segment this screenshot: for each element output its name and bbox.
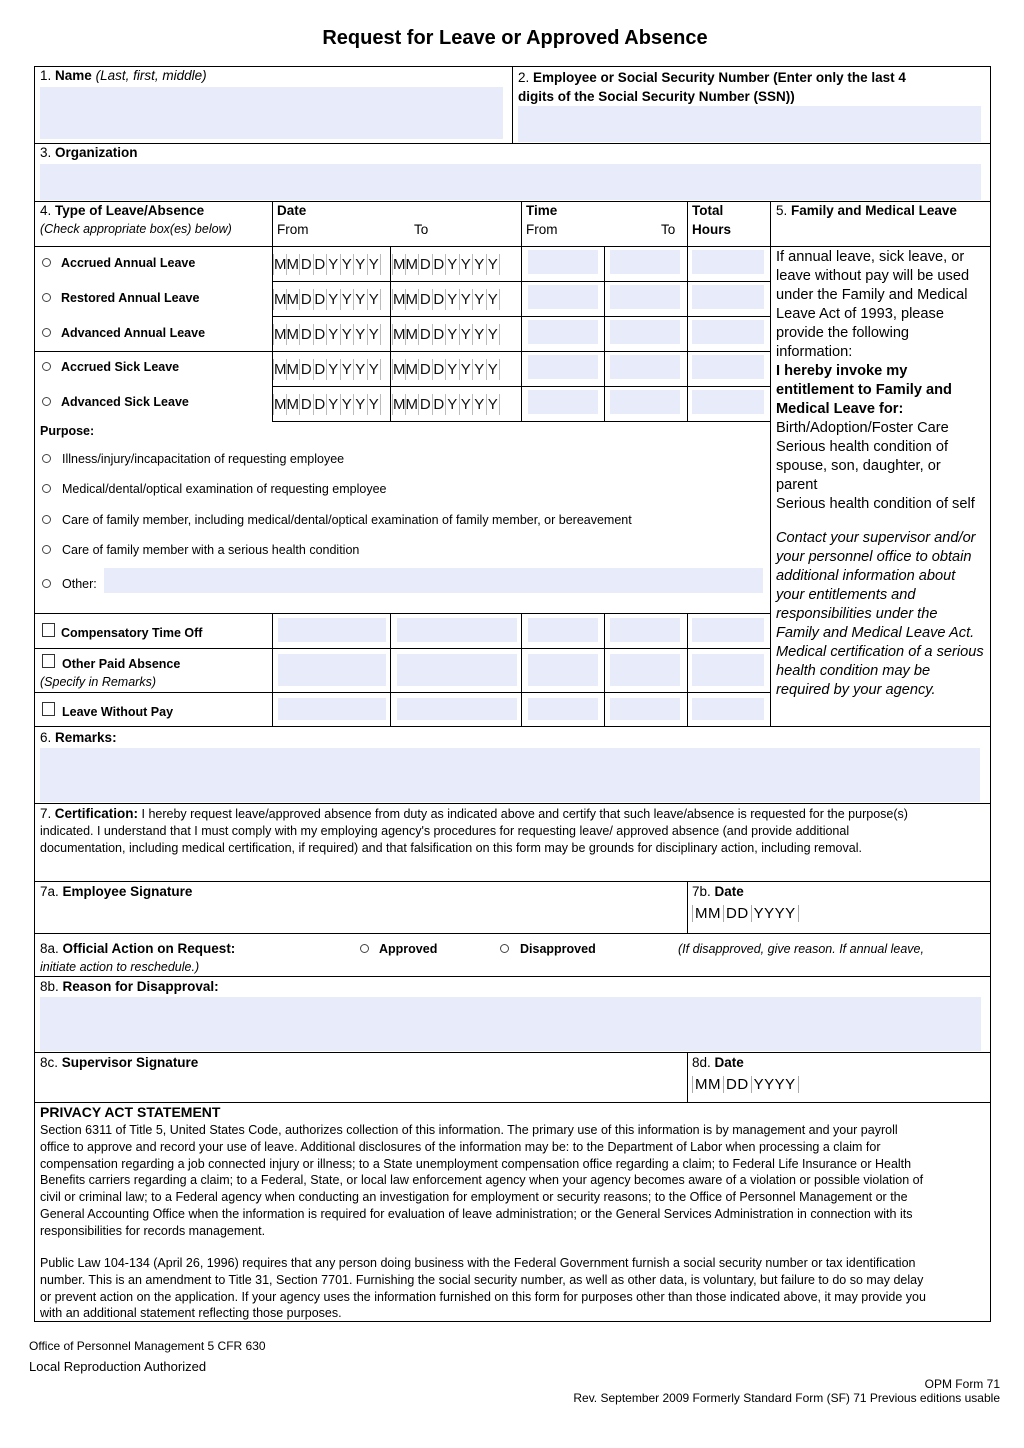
date-comb-cell: D (300, 326, 312, 343)
leave-type-radio[interactable] (42, 293, 51, 302)
date-comb-cell: Y (487, 359, 501, 380)
purpose-radio[interactable] (42, 515, 51, 524)
ssn-label: 2. Employee or Social Security Number (Enter only the last 4 digits of the Social Security Number (SSN)) (518, 70, 906, 104)
date-comb-cell: Y (368, 254, 382, 275)
date-to-input[interactable] (397, 698, 517, 720)
date-from-input[interactable] (273, 394, 381, 415)
date-comb-cell: D (300, 361, 312, 378)
date-comb-cell: M (274, 326, 287, 343)
name-label: 1. Name (Last, first, middle) (40, 68, 207, 83)
privacy-paragraph-1 (40, 1122, 990, 1240)
total-hours-input[interactable] (692, 618, 764, 642)
privacy-line: number. This is an amendment to Title 31, Section 7701. Furnishing the social security number, as well as other data, is voluntary, but failure to do so may delay (40, 1272, 924, 1287)
privacy-line: Benefits carriers regarding a claim; to a Federal, State, or local law enforcement agency when your agency becomes aware of a violation or possible violation of (40, 1173, 924, 1188)
date-comb-cell: Y (473, 394, 487, 415)
date-comb-cell: D (419, 326, 431, 343)
leave-type-label: 4. Type of Leave/Absence (40, 203, 205, 218)
date-from-input[interactable] (278, 698, 386, 720)
fmla-intro-line: If annual leave, sick leave, or (776, 249, 965, 265)
time-to-input[interactable] (610, 390, 680, 414)
time-from-input[interactable] (528, 250, 598, 274)
fmla-contact-line: responsibilities under the (776, 606, 938, 622)
time-to-input[interactable] (610, 654, 680, 686)
date-from-input[interactable] (273, 289, 381, 310)
approved-radio[interactable] (360, 944, 369, 953)
date-comb-cell: Y (341, 324, 355, 345)
purpose-option: Care of family member, including medical/dental/optical examination of family member, or bereavement (62, 513, 632, 527)
date-comb-cell: Y (354, 324, 368, 345)
date-comb-cell: D (433, 396, 445, 413)
time-to-input[interactable] (610, 285, 680, 309)
leave-type-label: Accrued Sick Leave (61, 360, 180, 374)
form-title: Request for Leave or Approved Absence (322, 27, 708, 49)
date-comb-cell: M (393, 361, 406, 378)
date-to-input[interactable] (392, 324, 500, 345)
fmla-invoke-line: I hereby invoke my (776, 363, 908, 379)
leave-type-label: Advanced Sick Leave (61, 395, 189, 409)
certification-text: 7. Certification: I hereby request leave/approved absence from duty as indicated above and certify that such leave/absence is requested for the purpose(s) indicated. I understand that I must comply with my employing agency's procedures for requesting leave/ approved absence (and provide additional documentation, including medical certification, if required) and that falsification on this form may be grounds for disciplinary action, including removal. (40, 806, 908, 855)
fmla-reason-line: parent (776, 477, 818, 493)
total-hours-input[interactable] (692, 355, 764, 379)
fmla-invoke-line: Medical Leave for: (776, 401, 904, 417)
date-comb-cell: Y (487, 324, 501, 345)
date-comb-cell: Y (446, 289, 460, 310)
employee-signature-label: 7a. Employee Signature (40, 884, 193, 899)
date-comb-cell: Y (460, 394, 474, 415)
total-hours-input[interactable] (692, 390, 764, 414)
date-comb-cell: M (405, 291, 418, 308)
time-from-input[interactable] (528, 698, 598, 720)
total-hours-input[interactable] (692, 250, 764, 274)
date-comb-cell: Y (341, 289, 355, 310)
fmla-contact-line: required by your agency. (776, 682, 936, 698)
supervisor-date-label: 8d. Date (692, 1055, 744, 1070)
time-from-header: From (526, 222, 558, 237)
disapproved-note: (If disapproved, give reason. If annual leave, (678, 942, 924, 956)
approved-label: Approved (379, 942, 438, 956)
leave-type-radio[interactable] (42, 397, 51, 406)
date-comb-cell: Y (446, 254, 460, 275)
remarks-input[interactable] (40, 748, 980, 802)
date-comb-cell: Y (327, 254, 341, 275)
date-comb-cell: M (286, 396, 299, 413)
disapproval-reason-input[interactable] (40, 997, 981, 1051)
privacy-line: responsibilities for records management. (40, 1223, 266, 1238)
date-comb-cell: D (300, 256, 312, 273)
date-comb-cell: M (274, 291, 287, 308)
fmla-intro-line: Leave Act of 1993, please (776, 306, 944, 322)
date-comb-cell: D (433, 256, 445, 273)
time-to-input[interactable] (610, 250, 680, 274)
date-header: Date (277, 203, 307, 218)
date-comb-cell: D (433, 291, 445, 308)
date-to-input[interactable] (397, 618, 517, 642)
date-comb-cell: D (419, 396, 431, 413)
disapproval-reason-label: 8b. Reason for Disapproval: (40, 979, 219, 994)
date-comb-cell: Y (460, 324, 474, 345)
fmla-reason-line: Serious health condition of (776, 439, 948, 455)
date-comb-cell: Y (327, 394, 341, 415)
leave-type-label: Advanced Annual Leave (61, 326, 206, 340)
date-comb-cell: Y (473, 324, 487, 345)
privacy-line: civil or criminal law; to a Federal agency when conducting an investigation for employment or security reasons; to the Office of Personnel Management or the (40, 1190, 908, 1205)
privacy-line: with an additional statement reflecting those purposes. (40, 1306, 342, 1321)
time-to-input[interactable] (610, 355, 680, 379)
date-comb-cell: D (419, 291, 431, 308)
fmla-contact-line: Medical certification of a serious (776, 644, 984, 660)
date-comb-cell: M (405, 361, 418, 378)
date-comb-cell: D (419, 361, 431, 378)
date-comb-cell: Y (446, 324, 460, 345)
time-from-input[interactable] (528, 320, 598, 344)
purpose-radio[interactable] (42, 545, 51, 554)
time-from-input[interactable] (528, 654, 598, 686)
hours-header: Hours (692, 222, 732, 237)
privacy-line: Public Law 104-134 (April 26, 1996) requires that any person doing business with the Federal Government furnish a social security number or tax identification (40, 1256, 916, 1270)
fmla-header: 5. Family and Medical Leave (776, 203, 957, 218)
purpose-radio[interactable] (42, 454, 51, 463)
date-comb-cell: D (314, 326, 326, 343)
date-comb-cell: M (274, 361, 287, 378)
time-from-input[interactable] (528, 618, 598, 642)
date-to-input[interactable] (392, 394, 500, 415)
date-to-header: To (414, 222, 429, 237)
fmla-panel (776, 248, 991, 700)
date-comb-cell: D (314, 361, 326, 378)
fmla-contact-line: Family and Medical Leave Act. (776, 625, 975, 641)
fmla-intro-line: leave without pay will be used (776, 268, 970, 284)
purpose-option: Other: (62, 577, 97, 591)
date-comb-cell: Y (354, 289, 368, 310)
comp-time-label: Compensatory Time Off (61, 626, 203, 640)
date-to-input[interactable] (392, 254, 500, 275)
date-comb-cell: Y (446, 359, 460, 380)
purpose-option: Medical/dental/optical examination of requesting employee (62, 482, 387, 496)
total-header: Total (692, 203, 724, 218)
footer-form-number: OPM Form 71 (924, 1377, 1000, 1391)
fmla-intro-line: under the Family and Medical (776, 287, 968, 303)
date-from-header: From (277, 222, 309, 237)
date-comb-cell: D (300, 291, 312, 308)
date-comb-cell: Y (327, 324, 341, 345)
privacy-title: PRIVACY ACT STATEMENT (40, 1104, 221, 1120)
fmla-contact-line: additional information about (776, 568, 956, 584)
date-comb-cell: M (274, 256, 287, 273)
organization-input[interactable] (40, 164, 981, 200)
date-comb-cell: M (393, 291, 406, 308)
disapproved-radio[interactable] (500, 944, 509, 953)
date-comb-cell: Y (446, 394, 460, 415)
date-comb-cell: Y (487, 289, 501, 310)
leave-type-radio[interactable] (42, 328, 51, 337)
date-comb-cell: D (314, 256, 326, 273)
date-from-input[interactable] (278, 654, 386, 686)
date-from-input[interactable] (273, 359, 381, 380)
fmla-invoke-line: entitlement to Family and (776, 382, 952, 398)
date-comb-cell: Y (327, 289, 341, 310)
date-comb-cell: Y (460, 359, 474, 380)
other-paid-checkbox[interactable] (42, 654, 55, 668)
other-paid-label: Other Paid Absence (62, 657, 181, 671)
date-to-input[interactable] (392, 359, 500, 380)
date-comb-cell: Y (487, 254, 501, 275)
date-comb-cell: D (314, 291, 326, 308)
date-comb-cell: Y (473, 254, 487, 275)
supervisor-date-input[interactable]: MM DD YYYY (692, 1076, 799, 1093)
privacy-line: office to approve and record your use of leave. Additional disclosures of the information may be: to the Department of Labor when processing a claim for (40, 1139, 881, 1154)
date-comb-cell: Y (354, 394, 368, 415)
date-comb-cell: M (286, 361, 299, 378)
time-to-header: To (661, 222, 676, 237)
footer-opm: Office of Personnel Management 5 CFR 630 (29, 1339, 266, 1353)
disapproved-label: Disapproved (520, 942, 596, 956)
date-to-input[interactable] (392, 289, 500, 310)
date-comb-cell: M (393, 326, 406, 343)
date-comb-cell: Y (354, 359, 368, 380)
leave-type-label: Accrued Annual Leave (61, 256, 196, 270)
fmla-intro-line: provide the following (776, 325, 910, 341)
privacy-line: Section 6311 of Title 5, United States Code, authorizes collection of this information. The primary use of this information is by management and your payroll (40, 1123, 898, 1137)
date-comb-cell: M (393, 396, 406, 413)
time-to-input[interactable] (610, 698, 680, 720)
privacy-line: or prevent action on the application. If your agency uses the information furnished on this form for purposes other than those indicated above, it may provide you (40, 1289, 926, 1304)
date-comb-cell: M (286, 291, 299, 308)
date-comb-cell: Y (368, 394, 382, 415)
date-comb-cell: M (405, 326, 418, 343)
date-comb-cell: M (286, 326, 299, 343)
lwop-label: Leave Without Pay (62, 705, 174, 719)
fmla-reason-line: spouse, son, daughter, or (776, 458, 941, 474)
time-from-input[interactable] (528, 355, 598, 379)
date-from-input[interactable] (273, 254, 381, 275)
footer-reproduction: Local Reproduction Authorized (29, 1359, 207, 1374)
leave-type-radio[interactable] (42, 362, 51, 371)
fmla-reason-line: Serious health condition of self (776, 496, 975, 512)
date-comb-cell: Y (341, 359, 355, 380)
date-comb-cell: Y (354, 254, 368, 275)
date-comb-cell: M (286, 256, 299, 273)
remarks-label: 6. Remarks: (40, 730, 117, 745)
official-action-label: 8a. Official Action on Request: (40, 941, 236, 956)
time-header: Time (526, 203, 558, 218)
fmla-contact-line: your entitlements and (776, 587, 916, 603)
time-to-input[interactable] (610, 618, 680, 642)
purpose-radio[interactable] (42, 579, 51, 588)
date-comb-cell: Y (368, 324, 382, 345)
date-from-input[interactable] (273, 324, 381, 345)
date-comb-cell: Y (460, 289, 474, 310)
privacy-line: compensation regarding a job connected injury or illness; to a State unemployment compensation office regarding a claim; to Federal Life Insurance or Health (40, 1156, 912, 1171)
employee-date-input[interactable]: MM DD YYYY (692, 905, 799, 922)
date-comb-cell: D (300, 396, 312, 413)
total-hours-input[interactable] (692, 320, 764, 344)
date-comb-cell: D (433, 361, 445, 378)
date-comb-cell: D (419, 256, 431, 273)
purpose-label: Purpose: (40, 424, 95, 438)
leave-type-radio[interactable] (42, 258, 51, 267)
privacy-paragraph-2 (40, 1255, 990, 1322)
ssn-input[interactable] (518, 106, 981, 142)
leave-type-hint: (Check appropriate box(es) below) (40, 222, 232, 236)
disapproved-note-2: initiate action to reschedule.) (40, 960, 200, 974)
date-comb-cell: Y (473, 359, 487, 380)
lwop-checkbox[interactable] (42, 702, 55, 716)
privacy-line: General Accounting Office when the information is required for evaluation of leave administration; or the General Services Administration in connection with its (40, 1206, 913, 1221)
fmla-contact-line: your personnel office to obtain (776, 549, 972, 565)
fmla-reason-line: Birth/Adoption/Foster Care (776, 420, 949, 436)
date-from-input[interactable] (278, 618, 386, 642)
date-comb-cell: D (314, 396, 326, 413)
date-comb-cell: Y (368, 289, 382, 310)
fmla-contact-line: Contact your supervisor and/or (776, 530, 976, 546)
purpose-option: Care of family member with a serious health condition (62, 543, 360, 557)
date-comb-cell: Y (487, 394, 501, 415)
date-comb-cell: Y (473, 289, 487, 310)
supervisor-signature-label: 8c. Supervisor Signature (40, 1055, 199, 1070)
time-from-input[interactable] (528, 285, 598, 309)
date-comb-cell: Y (460, 254, 474, 275)
comp-time-checkbox[interactable] (42, 623, 55, 637)
date-comb-cell: M (274, 396, 287, 413)
date-comb-cell: D (433, 326, 445, 343)
date-comb-cell: Y (341, 254, 355, 275)
fmla-contact-line: health condition may be (776, 663, 931, 679)
fmla-intro-line: information: (776, 344, 853, 360)
total-hours-input[interactable] (692, 285, 764, 309)
date-comb-cell: M (393, 256, 406, 273)
date-comb-cell: M (405, 396, 418, 413)
leave-type-label: Restored Annual Leave (61, 291, 200, 305)
date-to-input[interactable] (397, 654, 517, 686)
total-hours-input[interactable] (692, 654, 764, 686)
purpose-radio[interactable] (42, 484, 51, 493)
name-input[interactable] (40, 87, 503, 139)
other-purpose-input[interactable] (104, 568, 763, 593)
date-comb-cell: Y (327, 359, 341, 380)
total-hours-input[interactable] (692, 698, 764, 720)
time-from-input[interactable] (528, 390, 598, 414)
time-to-input[interactable] (610, 320, 680, 344)
organization-label: 3. Organization (40, 145, 138, 160)
date-comb-cell: M (405, 256, 418, 273)
date-comb-cell: Y (341, 394, 355, 415)
purpose-option: Illness/injury/incapacitation of requesting employee (62, 452, 345, 466)
footer-revision: Rev. September 2009 Formerly Standard Form (SF) 71 Previous editions usable (573, 1391, 1000, 1405)
date-comb-cell: Y (368, 359, 382, 380)
other-paid-hint: (Specify in Remarks) (40, 675, 156, 689)
employee-date-label: 7b. Date (692, 884, 744, 899)
